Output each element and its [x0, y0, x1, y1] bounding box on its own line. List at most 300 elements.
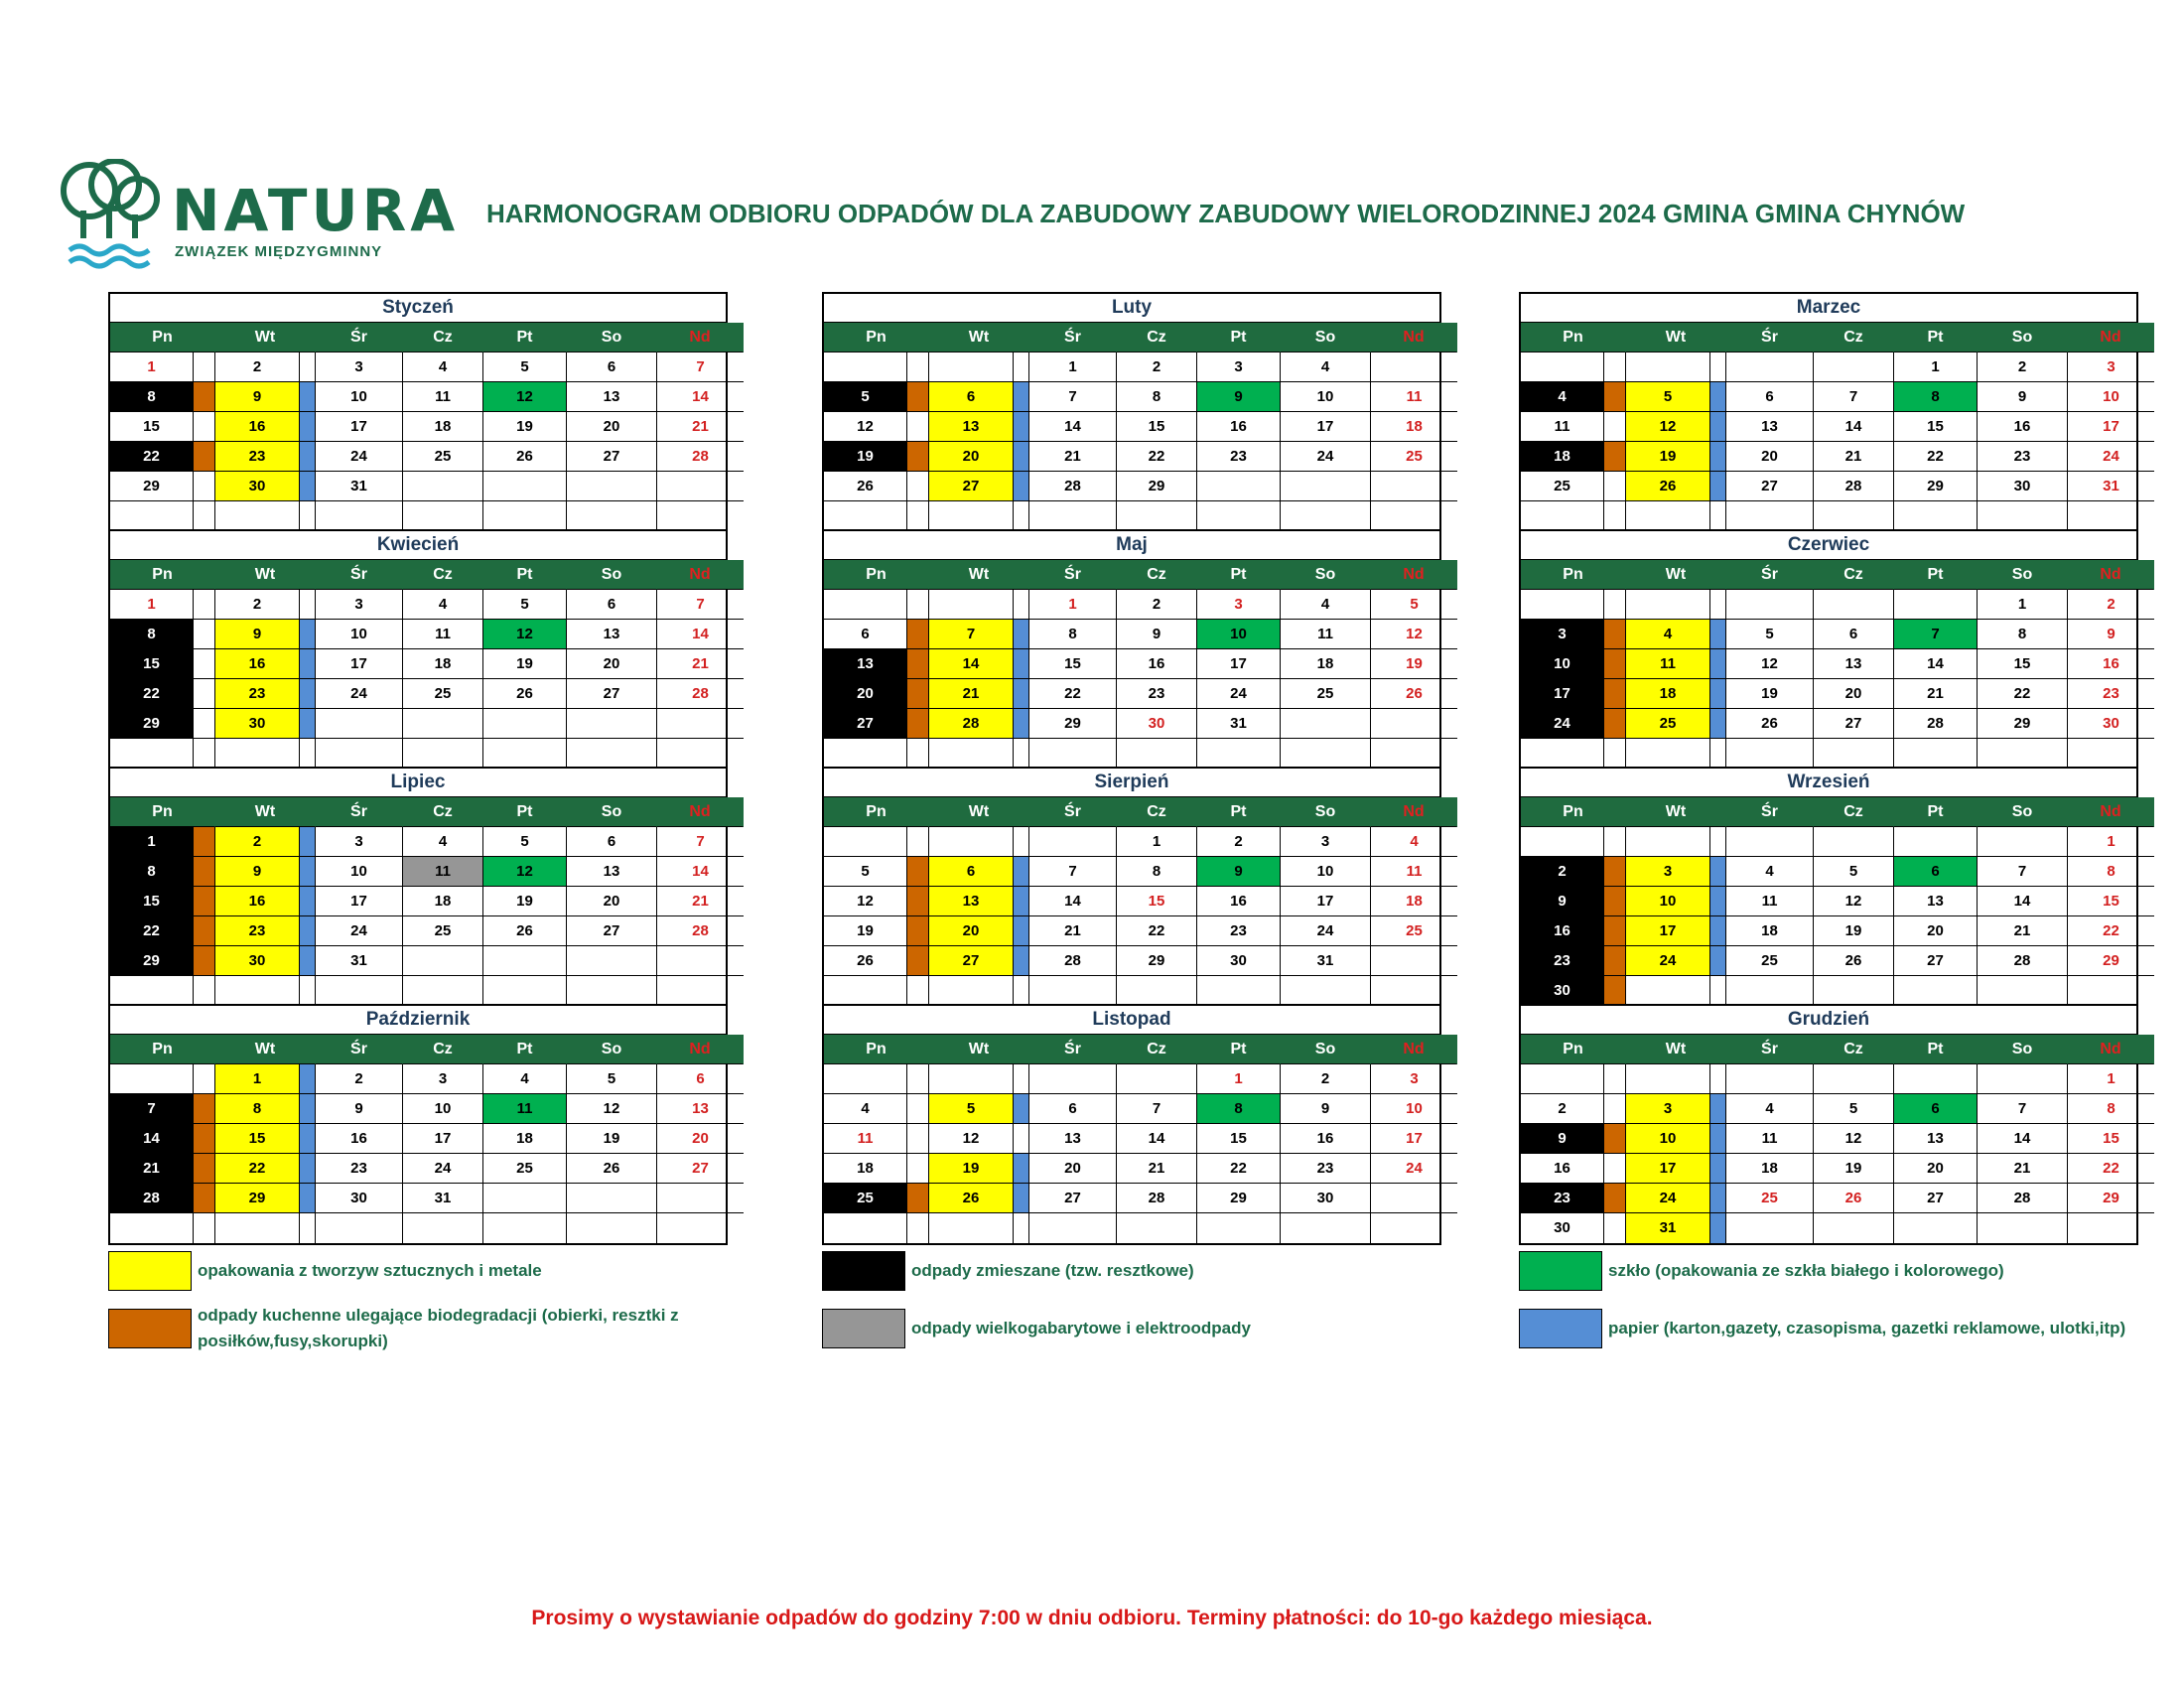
day-cell — [929, 739, 1014, 769]
day-cell: 11 — [403, 857, 483, 887]
day-cell: 5 — [824, 382, 907, 412]
day-cell: 5 — [824, 857, 907, 887]
legend-swatch-bulky — [822, 1309, 905, 1348]
weekday-header: Nd — [2068, 560, 2154, 590]
collection-strip — [907, 1124, 929, 1154]
day-cell: 23 — [1978, 442, 2068, 472]
legend-swatch-glass — [1519, 1251, 1602, 1291]
collection-strip — [300, 442, 316, 472]
day-cell: 19 — [929, 1154, 1014, 1184]
day-cell: 2 — [215, 827, 300, 857]
collection-strip — [194, 1213, 215, 1243]
day-cell: 21 — [1029, 916, 1117, 946]
collection-strip — [1014, 887, 1029, 916]
month-title: Wrzesień — [1521, 769, 2136, 797]
month-calendar — [822, 529, 1441, 771]
day-cell — [1521, 501, 1604, 531]
day-cell: 8 — [1894, 382, 1978, 412]
weekday-header: Pt — [483, 797, 567, 827]
day-cell: 7 — [1978, 857, 2068, 887]
month-days-grid — [824, 323, 1439, 531]
weekday-header: Pt — [1197, 560, 1281, 590]
day-cell: 11 — [1281, 620, 1371, 649]
day-cell: 17 — [1281, 412, 1371, 442]
day-cell — [215, 976, 300, 1006]
weekday-header: So — [1978, 797, 2068, 827]
day-cell: 13 — [1029, 1124, 1117, 1154]
collection-strip — [1604, 382, 1626, 412]
day-cell: 23 — [1521, 1184, 1604, 1213]
day-cell: 27 — [657, 1154, 744, 1184]
weekday-header: Wt — [929, 560, 1029, 590]
weekday-header: Pn — [110, 1035, 215, 1064]
day-cell: 6 — [1894, 857, 1978, 887]
collection-strip — [194, 382, 215, 412]
collection-strip — [1604, 739, 1626, 769]
day-cell: 30 — [1197, 946, 1281, 976]
day-cell: 13 — [567, 382, 657, 412]
day-cell: 2 — [1521, 857, 1604, 887]
day-cell: 1 — [1978, 590, 2068, 620]
day-cell: 22 — [110, 679, 194, 709]
day-cell: 28 — [1029, 472, 1117, 501]
day-cell: 8 — [110, 620, 194, 649]
collection-strip — [1014, 382, 1029, 412]
day-cell: 15 — [1117, 887, 1197, 916]
day-cell: 19 — [1726, 679, 1814, 709]
day-cell: 31 — [316, 946, 403, 976]
legend-label-bulky: odpady wielkogabarytowe i elektroodpady — [911, 1319, 1251, 1337]
day-cell — [403, 472, 483, 501]
day-cell — [1521, 590, 1604, 620]
page-title: HARMONOGRAM ODBIORU ODPADÓW DLA ZABUDOWY ZABUDOWY WIELORODZINNEJ 2024 GMINA GMINA CHYNÓW — [486, 199, 1966, 228]
day-cell — [316, 976, 403, 1006]
collection-strip — [300, 1213, 316, 1243]
day-cell — [1978, 1064, 2068, 1094]
collection-strip — [1710, 472, 1726, 501]
day-cell: 29 — [1197, 1184, 1281, 1213]
day-cell: 21 — [929, 679, 1014, 709]
collection-strip — [1604, 1184, 1626, 1213]
day-cell: 10 — [1521, 649, 1604, 679]
legend-swatch-plastics — [108, 1251, 192, 1291]
day-cell: 26 — [1814, 946, 1894, 976]
month-days-grid — [824, 1035, 1439, 1243]
weekday-header: Nd — [657, 797, 744, 827]
weekday-header: Pn — [110, 797, 215, 827]
collection-strip — [1710, 1184, 1726, 1213]
day-cell: 5 — [483, 590, 567, 620]
day-cell — [1814, 501, 1894, 531]
weekday-header: Cz — [403, 1035, 483, 1064]
weekday-header: Pn — [110, 560, 215, 590]
weekday-header: Śr — [1726, 323, 1814, 352]
day-cell — [1978, 827, 2068, 857]
collection-strip — [194, 709, 215, 739]
collection-strip — [1014, 1184, 1029, 1213]
day-cell: 2 — [1117, 590, 1197, 620]
month-calendar — [822, 767, 1441, 1008]
weekday-header: Pn — [824, 323, 929, 352]
day-cell: 4 — [1281, 590, 1371, 620]
weekday-header: Śr — [1029, 323, 1117, 352]
weekday-header: Cz — [1117, 560, 1197, 590]
collection-strip — [1014, 412, 1029, 442]
day-cell: 19 — [483, 412, 567, 442]
weekday-header: So — [567, 560, 657, 590]
day-cell — [2068, 739, 2154, 769]
day-cell — [110, 976, 194, 1006]
day-cell: 19 — [567, 1124, 657, 1154]
day-cell — [1371, 352, 1457, 382]
day-cell — [215, 501, 300, 531]
weekday-header: Wt — [1626, 1035, 1726, 1064]
day-cell: 28 — [1978, 1184, 2068, 1213]
day-cell: 9 — [1281, 1094, 1371, 1124]
weekday-header: Śr — [1726, 797, 1814, 827]
day-cell: 24 — [1521, 709, 1604, 739]
collection-strip — [300, 827, 316, 857]
day-cell — [483, 709, 567, 739]
day-cell — [1814, 1064, 1894, 1094]
day-cell: 27 — [1726, 472, 1814, 501]
day-cell — [1521, 827, 1604, 857]
month-calendar — [1519, 529, 2138, 771]
collection-strip — [1604, 1154, 1626, 1184]
day-cell: 7 — [1978, 1094, 2068, 1124]
day-cell: 18 — [403, 412, 483, 442]
day-cell: 16 — [2068, 649, 2154, 679]
collection-strip — [300, 976, 316, 1006]
day-cell: 5 — [567, 1064, 657, 1094]
month-title: Listopad — [824, 1006, 1439, 1035]
day-cell: 15 — [2068, 887, 2154, 916]
day-cell: 17 — [1281, 887, 1371, 916]
day-cell: 13 — [824, 649, 907, 679]
weekday-header: Wt — [215, 323, 316, 352]
day-cell: 23 — [1117, 679, 1197, 709]
day-cell: 25 — [1521, 472, 1604, 501]
collection-strip — [300, 679, 316, 709]
day-cell: 15 — [110, 887, 194, 916]
day-cell — [1894, 501, 1978, 531]
day-cell: 21 — [657, 412, 744, 442]
collection-strip — [300, 946, 316, 976]
day-cell — [403, 739, 483, 769]
weekday-header: So — [567, 1035, 657, 1064]
collection-strip — [1710, 352, 1726, 382]
day-cell: 13 — [929, 412, 1014, 442]
collection-strip — [907, 1094, 929, 1124]
day-cell: 24 — [316, 916, 403, 946]
day-cell: 17 — [316, 649, 403, 679]
day-cell: 23 — [316, 1154, 403, 1184]
weekday-header: Wt — [1626, 560, 1726, 590]
day-cell — [1626, 590, 1710, 620]
day-cell: 26 — [483, 916, 567, 946]
collection-strip — [1710, 442, 1726, 472]
weekday-header: Śr — [1726, 560, 1814, 590]
day-cell: 31 — [1626, 1213, 1710, 1243]
day-cell: 4 — [1726, 857, 1814, 887]
day-cell — [824, 590, 907, 620]
day-cell: 6 — [824, 620, 907, 649]
day-cell — [657, 472, 744, 501]
day-cell: 24 — [1371, 1154, 1457, 1184]
month-calendar — [1519, 1004, 2138, 1245]
day-cell — [483, 472, 567, 501]
day-cell: 4 — [1726, 1094, 1814, 1124]
month-days-grid — [824, 797, 1439, 1006]
day-cell: 17 — [316, 412, 403, 442]
day-cell: 29 — [1117, 472, 1197, 501]
day-cell — [110, 1064, 194, 1094]
day-cell — [403, 709, 483, 739]
day-cell: 11 — [1521, 412, 1604, 442]
day-cell: 21 — [1029, 442, 1117, 472]
day-cell: 6 — [1894, 1094, 1978, 1124]
collection-strip — [300, 887, 316, 916]
day-cell: 27 — [929, 946, 1014, 976]
day-cell — [567, 472, 657, 501]
day-cell — [1894, 976, 1978, 1006]
legend-label-paper: papier (karton,gazety, czasopisma, gazetki reklamowe, ulotki,itp) — [1608, 1319, 2126, 1337]
day-cell — [1197, 501, 1281, 531]
day-cell: 22 — [215, 1154, 300, 1184]
day-cell: 12 — [483, 382, 567, 412]
weekday-header: Pt — [1894, 560, 1978, 590]
month-title: Kwiecień — [110, 531, 726, 560]
day-cell — [1117, 976, 1197, 1006]
day-cell: 27 — [567, 916, 657, 946]
day-cell: 11 — [1726, 1124, 1814, 1154]
weekday-header: Wt — [215, 560, 316, 590]
month-days-grid — [1521, 1035, 2136, 1243]
day-cell: 29 — [1117, 946, 1197, 976]
day-cell: 3 — [403, 1064, 483, 1094]
day-cell: 25 — [1371, 442, 1457, 472]
day-cell: 16 — [215, 887, 300, 916]
collection-strip — [194, 827, 215, 857]
day-cell: 30 — [1521, 976, 1604, 1006]
collection-strip — [907, 709, 929, 739]
legend-label-bio: odpady kuchenne ulegające biodegradacji (obierki, resztki z posiłków,fusy,skorupki) — [198, 1306, 679, 1350]
day-cell — [567, 946, 657, 976]
day-cell: 12 — [483, 620, 567, 649]
day-cell: 25 — [483, 1154, 567, 1184]
day-cell: 1 — [110, 827, 194, 857]
day-cell: 31 — [2068, 472, 2154, 501]
weekday-header: Cz — [1117, 797, 1197, 827]
day-cell: 12 — [1626, 412, 1710, 442]
day-cell: 16 — [316, 1124, 403, 1154]
day-cell: 14 — [657, 857, 744, 887]
collection-strip — [194, 472, 215, 501]
day-cell — [1371, 946, 1457, 976]
day-cell: 18 — [1626, 679, 1710, 709]
day-cell — [929, 1213, 1014, 1243]
day-cell — [824, 352, 907, 382]
day-cell: 24 — [1626, 1184, 1710, 1213]
day-cell: 4 — [1281, 352, 1371, 382]
day-cell: 15 — [1117, 412, 1197, 442]
day-cell: 29 — [110, 709, 194, 739]
weekday-header: Nd — [1371, 323, 1457, 352]
collection-strip — [907, 946, 929, 976]
day-cell: 22 — [1029, 679, 1117, 709]
collection-strip — [907, 679, 929, 709]
day-cell — [1626, 501, 1710, 531]
day-cell: 29 — [2068, 1184, 2154, 1213]
day-cell: 14 — [1117, 1124, 1197, 1154]
day-cell: 18 — [403, 649, 483, 679]
day-cell: 11 — [1371, 382, 1457, 412]
day-cell: 24 — [1197, 679, 1281, 709]
collection-strip — [1710, 739, 1726, 769]
day-cell: 22 — [2068, 1154, 2154, 1184]
day-cell: 31 — [316, 472, 403, 501]
day-cell — [1197, 976, 1281, 1006]
collection-strip — [194, 887, 215, 916]
day-cell — [1281, 1213, 1371, 1243]
day-cell — [1814, 976, 1894, 1006]
day-cell — [110, 1213, 194, 1243]
day-cell: 21 — [1978, 916, 2068, 946]
day-cell: 15 — [110, 412, 194, 442]
day-cell: 29 — [2068, 946, 2154, 976]
day-cell: 25 — [1371, 916, 1457, 946]
day-cell: 26 — [1371, 679, 1457, 709]
weekday-header: Nd — [657, 1035, 744, 1064]
day-cell: 16 — [1521, 916, 1604, 946]
day-cell: 1 — [110, 590, 194, 620]
collection-strip — [194, 679, 215, 709]
collection-strip — [907, 472, 929, 501]
collection-strip — [300, 1154, 316, 1184]
day-cell: 6 — [657, 1064, 744, 1094]
weekday-header: Wt — [215, 797, 316, 827]
collection-strip — [1710, 620, 1726, 649]
day-cell — [1814, 739, 1894, 769]
collection-strip — [1710, 1094, 1726, 1124]
collection-strip — [1014, 916, 1029, 946]
day-cell: 20 — [824, 679, 907, 709]
day-cell — [1029, 1213, 1117, 1243]
day-cell: 5 — [1626, 382, 1710, 412]
collection-strip — [300, 352, 316, 382]
weekday-header: Wt — [929, 323, 1029, 352]
day-cell — [1894, 827, 1978, 857]
day-cell: 1 — [2068, 827, 2154, 857]
day-cell: 30 — [1281, 1184, 1371, 1213]
day-cell: 2 — [1281, 1064, 1371, 1094]
day-cell: 19 — [1371, 649, 1457, 679]
day-cell — [1894, 1064, 1978, 1094]
day-cell: 28 — [657, 679, 744, 709]
collection-strip — [300, 1094, 316, 1124]
day-cell: 16 — [1281, 1124, 1371, 1154]
collection-strip — [907, 1154, 929, 1184]
day-cell: 20 — [567, 649, 657, 679]
month-calendar — [108, 529, 728, 771]
day-cell — [1197, 472, 1281, 501]
weekday-header: Śr — [316, 560, 403, 590]
day-cell — [567, 1213, 657, 1243]
collection-strip — [1014, 620, 1029, 649]
day-cell: 21 — [1894, 679, 1978, 709]
collection-strip — [1710, 501, 1726, 531]
day-cell: 14 — [1978, 887, 2068, 916]
collection-strip — [907, 382, 929, 412]
day-cell — [567, 739, 657, 769]
weekday-header: Pn — [110, 323, 215, 352]
legend-label-glass: szkło (opakowania ze szkła białego i kolorowego) — [1608, 1261, 2004, 1280]
day-cell: 28 — [657, 442, 744, 472]
day-cell: 8 — [1197, 1094, 1281, 1124]
day-cell — [316, 501, 403, 531]
weekday-header: Wt — [1626, 797, 1726, 827]
day-cell: 21 — [110, 1154, 194, 1184]
weekday-header: Nd — [1371, 1035, 1457, 1064]
collection-strip — [194, 946, 215, 976]
collection-strip — [300, 382, 316, 412]
day-cell: 31 — [1281, 946, 1371, 976]
day-cell: 1 — [1029, 590, 1117, 620]
collection-strip — [1710, 857, 1726, 887]
day-cell — [1281, 501, 1371, 531]
day-cell: 26 — [929, 1184, 1014, 1213]
day-cell: 15 — [215, 1124, 300, 1154]
day-cell — [1814, 590, 1894, 620]
day-cell: 19 — [824, 442, 907, 472]
day-cell — [567, 501, 657, 531]
month-calendar — [1519, 767, 2138, 1008]
day-cell: 30 — [1117, 709, 1197, 739]
day-cell: 14 — [110, 1124, 194, 1154]
collection-strip — [300, 739, 316, 769]
day-cell — [2068, 976, 2154, 1006]
collection-strip — [1710, 590, 1726, 620]
collection-strip — [1710, 916, 1726, 946]
day-cell — [215, 1213, 300, 1243]
day-cell: 12 — [1814, 887, 1894, 916]
weekday-header: Śr — [316, 797, 403, 827]
day-cell — [567, 709, 657, 739]
day-cell — [929, 501, 1014, 531]
collection-strip — [1710, 976, 1726, 1006]
collection-strip — [300, 1124, 316, 1154]
day-cell: 12 — [1814, 1124, 1894, 1154]
legend-swatch-paper — [1519, 1309, 1602, 1348]
day-cell: 19 — [1814, 916, 1894, 946]
weekday-header: Nd — [2068, 1035, 2154, 1064]
day-cell: 22 — [1894, 442, 1978, 472]
collection-strip — [300, 1184, 316, 1213]
day-cell: 23 — [215, 679, 300, 709]
day-cell: 25 — [403, 679, 483, 709]
month-title: Styczeń — [110, 294, 726, 323]
day-cell — [1117, 1213, 1197, 1243]
day-cell: 30 — [2068, 709, 2154, 739]
month-days-grid — [110, 1035, 726, 1243]
collection-strip — [1710, 679, 1726, 709]
weekday-header: Pt — [483, 1035, 567, 1064]
day-cell: 16 — [1978, 412, 2068, 442]
month-days-grid — [110, 560, 726, 769]
day-cell — [657, 1213, 744, 1243]
day-cell: 2 — [215, 352, 300, 382]
day-cell: 10 — [316, 382, 403, 412]
